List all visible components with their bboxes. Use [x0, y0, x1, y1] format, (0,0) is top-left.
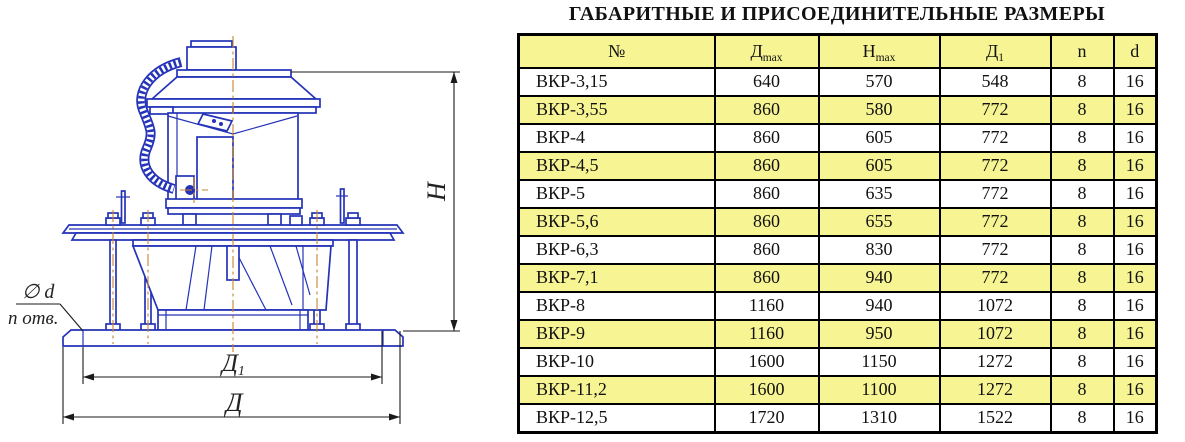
table-row [519, 96, 1157, 124]
table-row [519, 264, 1157, 292]
cell-d1: 772 [940, 152, 1051, 180]
cell-h_max: 1310 [819, 404, 940, 433]
cell-d: 16 [1114, 264, 1157, 292]
cell-h_max: 830 [819, 236, 940, 264]
hole-diameter-label: ∅ d [22, 281, 55, 303]
column-header [1114, 35, 1157, 69]
dim-label-d: Д [226, 388, 243, 417]
cell-d1: 772 [940, 180, 1051, 208]
table-title: ГАБАРИТНЫЕ И ПРИСОЕДИНИТЕЛЬНЫЕ РАЗМЕРЫ [568, 3, 1106, 25]
cell-h_max: 605 [819, 152, 940, 180]
hole-callout [8, 281, 83, 331]
cell-d1: 1522 [940, 404, 1051, 433]
cell-model: ВКР-6,3 [519, 236, 715, 264]
cell-d_max: 860 [715, 180, 819, 208]
dimensions-table [517, 33, 1158, 434]
cell-d: 16 [1114, 236, 1157, 264]
cell-d: 16 [1114, 376, 1157, 404]
table-header-row [519, 35, 1157, 69]
table-row [519, 292, 1157, 320]
column-header-text: d [1130, 40, 1140, 61]
cell-h_max: 950 [819, 320, 940, 348]
cell-model: ВКР-10 [519, 348, 715, 376]
cell-model: ВКР-11,2 [519, 376, 715, 404]
cell-d: 16 [1114, 404, 1157, 433]
cell-h_max: 1150 [819, 348, 940, 376]
column-header-text: Д [985, 40, 999, 61]
cell-model: ВКР-4 [519, 124, 715, 152]
cell-n: 8 [1051, 152, 1114, 180]
table-row [519, 404, 1157, 433]
column-header-text: Д [750, 40, 763, 61]
cell-d_max: 860 [715, 236, 819, 264]
column-header [819, 35, 940, 69]
cell-n: 8 [1051, 236, 1114, 264]
cell-d: 16 [1114, 292, 1157, 320]
cell-d1: 772 [940, 124, 1051, 152]
cell-d1: 1072 [940, 320, 1051, 348]
cell-n: 8 [1051, 348, 1114, 376]
table-body [519, 68, 1157, 433]
table-row [519, 152, 1157, 180]
cell-n: 8 [1051, 376, 1114, 404]
cell-n: 8 [1051, 180, 1114, 208]
cell-n: 8 [1051, 124, 1114, 152]
column-header-subscript: max [762, 51, 783, 64]
table-row [519, 236, 1157, 264]
column-header [940, 35, 1051, 69]
cell-h_max: 580 [819, 96, 940, 124]
cell-d: 16 [1114, 96, 1157, 124]
column-header-text: n [1077, 40, 1087, 61]
cell-model: ВКР-4,5 [519, 152, 715, 180]
table-row [519, 320, 1157, 348]
cell-d_max: 860 [715, 152, 819, 180]
cell-d1: 772 [940, 208, 1051, 236]
column-header [1051, 35, 1114, 69]
cell-d1: 772 [940, 264, 1051, 292]
cell-d1: 1072 [940, 292, 1051, 320]
cell-d: 16 [1114, 348, 1157, 376]
cell-d: 16 [1114, 152, 1157, 180]
cell-d_max: 1160 [715, 292, 819, 320]
table-row [519, 68, 1157, 96]
column-header-subscript: 1 [998, 51, 1005, 64]
cell-model: ВКР-3,55 [519, 96, 715, 124]
cell-d_max: 860 [715, 264, 819, 292]
cell-d_max: 860 [715, 124, 819, 152]
fan-drawing-panel [0, 0, 517, 442]
cell-d_max: 640 [715, 68, 819, 96]
cell-n: 8 [1051, 208, 1114, 236]
fan-side-view-drawing [0, 0, 517, 442]
cell-d_max: 860 [715, 208, 819, 236]
cell-h_max: 940 [819, 264, 940, 292]
table-row [519, 348, 1157, 376]
column-header-text: H [862, 40, 876, 61]
cell-h_max: 570 [819, 68, 940, 96]
cell-d: 16 [1114, 320, 1157, 348]
cell-d1: 1272 [940, 376, 1051, 404]
hole-count-label: n отв. [8, 308, 59, 329]
cell-n: 8 [1051, 292, 1114, 320]
cell-n: 8 [1051, 264, 1114, 292]
cell-d_max: 1600 [715, 348, 819, 376]
cell-d1: 1272 [940, 348, 1051, 376]
cell-h_max: 655 [819, 208, 940, 236]
column-header [715, 35, 819, 69]
cell-d: 16 [1114, 208, 1157, 236]
cell-model: ВКР-8 [519, 292, 715, 320]
table-panel [517, 0, 1157, 434]
table-row [519, 180, 1157, 208]
cell-model: ВКР-5 [519, 180, 715, 208]
column-header [519, 35, 715, 69]
cell-model: ВКР-3,15 [519, 68, 715, 96]
cell-n: 8 [1051, 320, 1114, 348]
dim-label-d1: Д1 [222, 350, 245, 379]
cell-h_max: 635 [819, 180, 940, 208]
cell-model: ВКР-12,5 [519, 404, 715, 433]
column-header-subscript: max [875, 51, 896, 64]
cell-d_max: 1600 [715, 376, 819, 404]
cell-d1: 772 [940, 96, 1051, 124]
cell-d: 16 [1114, 68, 1157, 96]
table-row [519, 124, 1157, 152]
cell-h_max: 940 [819, 292, 940, 320]
cell-model: ВКР-5,6 [519, 208, 715, 236]
cell-d1: 772 [940, 236, 1051, 264]
dim-label-h: H [422, 182, 451, 201]
column-header-text: № [608, 40, 626, 61]
cell-n: 8 [1051, 96, 1114, 124]
cell-d1: 548 [940, 68, 1051, 96]
cell-d_max: 1160 [715, 320, 819, 348]
table-row [519, 208, 1157, 236]
cell-n: 8 [1051, 68, 1114, 96]
cell-h_max: 605 [819, 124, 940, 152]
cell-d_max: 1720 [715, 404, 819, 433]
cell-model: ВКР-9 [519, 320, 715, 348]
cell-d_max: 860 [715, 96, 819, 124]
cell-d: 16 [1114, 124, 1157, 152]
cell-n: 8 [1051, 404, 1114, 433]
table-row [519, 376, 1157, 404]
cell-d: 16 [1114, 180, 1157, 208]
cell-model: ВКР-7,1 [519, 264, 715, 292]
cell-h_max: 1100 [819, 376, 940, 404]
